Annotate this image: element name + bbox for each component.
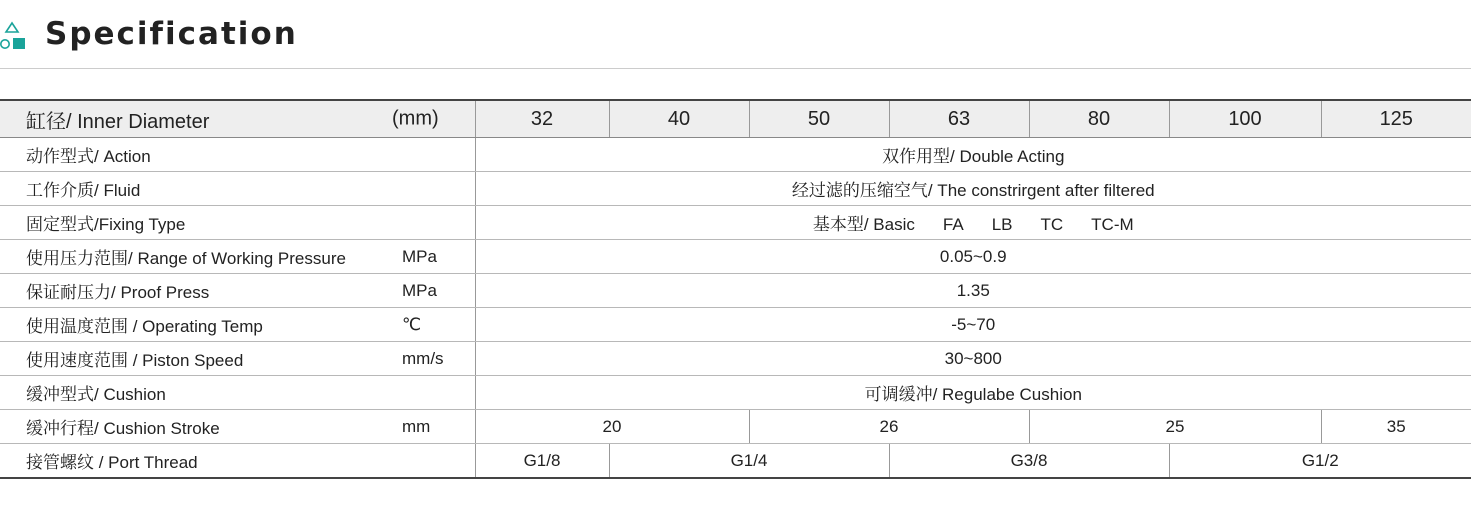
row-label: 使用温度范围 / Operating Temp ℃ (0, 308, 475, 342)
row-label: 动作型式/ Action (0, 138, 475, 172)
bore-cell: 50 (749, 100, 889, 138)
row-unit: (mm) (392, 107, 439, 130)
header-divider (0, 68, 1471, 69)
cushion-stroke-cell: 26 (749, 410, 1029, 444)
row-label: 保证耐压力/ Proof Press MPa (0, 274, 475, 308)
table-row (0, 274, 1471, 308)
row-label: 缓冲行程/ Cushion Stroke mm (0, 410, 475, 444)
row-unit: ℃ (402, 314, 422, 334)
row-value: 可调缓冲/ Regulabe Cushion (475, 376, 1471, 410)
row-value: 30~800 (475, 342, 1471, 376)
bore-cell: 63 (889, 100, 1029, 138)
table-row (0, 206, 1471, 240)
bore-cell: 80 (1029, 100, 1169, 138)
fixing-type-item: TC (1040, 215, 1064, 234)
row-value (475, 206, 1471, 240)
table-row (0, 410, 1471, 444)
table-row (0, 172, 1471, 206)
fixing-type-item: TC-M (1091, 215, 1134, 234)
row-unit: MPa (402, 280, 437, 300)
bore-cell: 32 (475, 100, 609, 138)
table-row (0, 444, 1471, 479)
row-label: 工作介质/ Fluid (0, 172, 475, 206)
row-value: 0.05~0.9 (475, 240, 1471, 274)
cushion-stroke-cell: 25 (1029, 410, 1321, 444)
table-row (0, 342, 1471, 376)
specification-table (0, 99, 1471, 479)
row-label: 接管螺纹 / Port Thread (0, 444, 475, 479)
row-label: 使用压力范围/ Range of Working Pressure MPa (0, 240, 475, 274)
table-row (0, 240, 1471, 274)
port-thread-cell: G1/2 (1169, 444, 1471, 479)
shapes-icon (0, 20, 30, 50)
cushion-stroke-cell: 35 (1321, 410, 1471, 444)
bore-cell: 125 (1321, 100, 1471, 138)
row-unit: MPa (402, 246, 437, 266)
fixing-type-item: LB (991, 215, 1013, 234)
row-label: 使用速度范围 / Piston Speed mm/s (0, 342, 475, 376)
port-thread-cell: G1/8 (475, 444, 609, 479)
row-value: -5~70 (475, 308, 1471, 342)
row-label: 固定型式/Fixing Type (0, 206, 475, 240)
port-thread-cell: G1/4 (609, 444, 889, 479)
table-row (0, 138, 1471, 172)
bore-cell: 100 (1169, 100, 1321, 138)
table-row (0, 376, 1471, 410)
row-unit: mm/s (402, 348, 444, 368)
fixing-type-item: FA (942, 215, 964, 234)
fixing-type-item: 基本型/ Basic (812, 215, 915, 234)
page-title: Specification (45, 16, 298, 52)
row-value: 经过滤的压缩空气/ The constrirgent after filtered (475, 172, 1471, 206)
row-value: 双作用型/ Double Acting (475, 138, 1471, 172)
bore-cell: 40 (609, 100, 749, 138)
table-row (0, 308, 1471, 342)
row-unit: mm (402, 416, 431, 436)
page-header (0, 0, 1471, 70)
row-value: 1.35 (475, 274, 1471, 308)
port-thread-cell: G3/8 (889, 444, 1169, 479)
cushion-stroke-cell: 20 (475, 410, 749, 444)
table-header-row (0, 100, 1471, 138)
row-label: 缸径/ Inner Diameter (mm) (0, 100, 475, 138)
row-label: 缓冲型式/ Cushion (0, 376, 475, 410)
